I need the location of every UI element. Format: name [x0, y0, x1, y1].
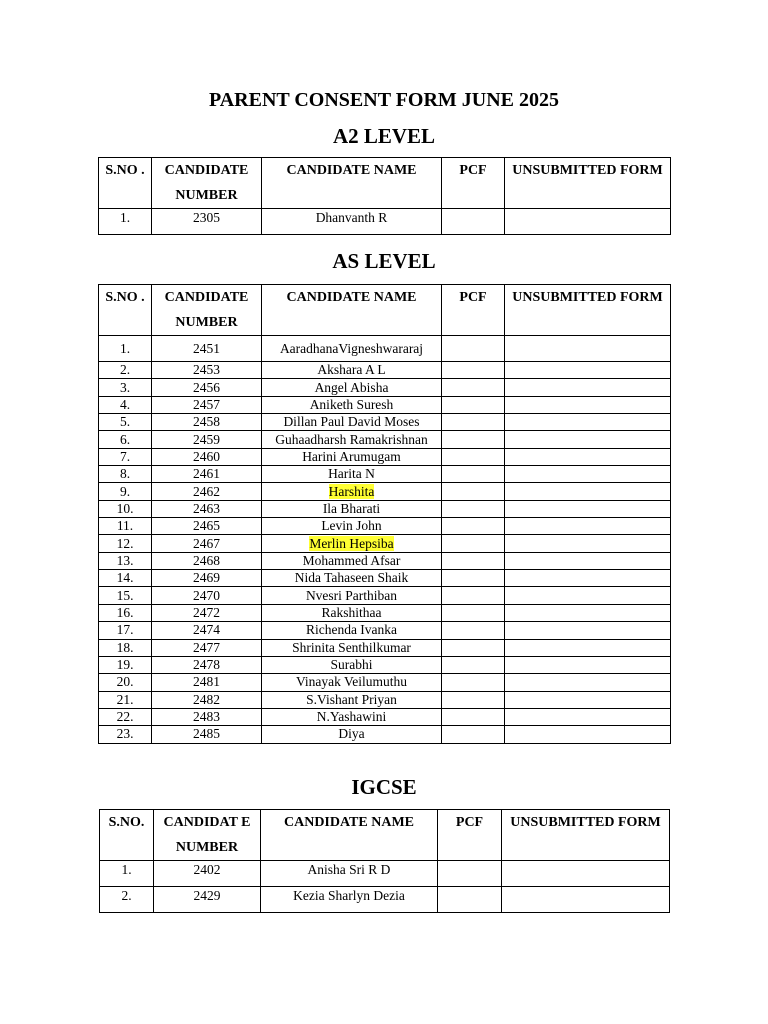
- cell-pcf: [442, 500, 505, 517]
- cell-candidate-number: 2482: [152, 691, 262, 708]
- cell-unsubmitted: [505, 587, 671, 604]
- cell-pcf: [442, 639, 505, 656]
- cell-pcf: [442, 466, 505, 483]
- cell-unsubmitted: [502, 887, 670, 913]
- candidate-name-text: Diya: [338, 726, 365, 742]
- cell-pcf: [442, 674, 505, 691]
- cell-candidate-name: [262, 587, 442, 604]
- candidate-name-text: Richenda Ivanka: [305, 622, 398, 638]
- cell-candidate-number: 2483: [152, 708, 262, 725]
- table-row: [99, 396, 671, 413]
- cell-candidate-name: [262, 379, 442, 396]
- table-row: [99, 500, 671, 517]
- cell-pcf: [442, 396, 505, 413]
- cell-unsubmitted: [505, 483, 671, 500]
- cell-pcf: [442, 518, 505, 535]
- cell-candidate-name: [262, 674, 442, 691]
- cell-sno: 13.: [99, 552, 152, 569]
- table-header-row: [99, 158, 671, 209]
- cell-pcf: [442, 414, 505, 431]
- cell-pcf: [442, 431, 505, 448]
- cell-unsubmitted: [505, 708, 671, 725]
- cell-unsubmitted: [505, 604, 671, 621]
- table-row: [99, 587, 671, 604]
- cell-candidate-name: [262, 396, 442, 413]
- table-row: [99, 414, 671, 431]
- table-row: [99, 518, 671, 535]
- candidate-name-text: Mohammed Afsar: [302, 552, 401, 568]
- candidate-name-text: Levin John: [321, 518, 382, 534]
- cell-candidate-number: 2458: [152, 414, 262, 431]
- candidate-name-text: Vinayak Veilumuthu: [295, 674, 408, 690]
- table-row: [99, 209, 671, 235]
- cell-sno: 9.: [99, 483, 152, 500]
- table-row: [99, 691, 671, 708]
- cell-candidate-number: 2465: [152, 518, 262, 535]
- candidate-name-text: N.Yashawini: [316, 709, 387, 725]
- header-sno: S.NO .: [99, 158, 152, 209]
- cell-candidate-name: [262, 500, 442, 517]
- cell-unsubmitted: [505, 518, 671, 535]
- cell-unsubmitted: [505, 500, 671, 517]
- cell-candidate-number: 2470: [152, 587, 262, 604]
- table-row: [99, 708, 671, 725]
- cell-candidate-name: [262, 656, 442, 673]
- cell-pcf: [442, 656, 505, 673]
- cell-candidate-name: [262, 622, 442, 639]
- cell-unsubmitted: [505, 336, 671, 362]
- cell-unsubmitted: [505, 570, 671, 587]
- cell-sno: 2.: [100, 887, 154, 913]
- candidate-name-text: Nvesri Parthiban: [305, 587, 398, 603]
- candidate-name-text: Rakshithaa: [321, 604, 382, 620]
- header-unsubmitted-form: UNSUBMITTED FORM: [502, 810, 670, 861]
- cell-candidate-name: [262, 552, 442, 569]
- cell-candidate-name: [262, 570, 442, 587]
- cell-unsubmitted: [505, 639, 671, 656]
- cell-pcf: [438, 861, 502, 887]
- cell-sno: 10.: [99, 500, 152, 517]
- cell-candidate-number: 2402: [154, 861, 261, 887]
- header-pcf: PCF: [442, 158, 505, 209]
- cell-unsubmitted: [505, 466, 671, 483]
- cell-sno: 20.: [99, 674, 152, 691]
- cell-sno: 23.: [99, 726, 152, 743]
- header-candidate-number: CANDIDAT E NUMBER: [154, 810, 261, 861]
- cell-candidate-number: 2459: [152, 431, 262, 448]
- cell-sno: 18.: [99, 639, 152, 656]
- cell-candidate-number: 2429: [154, 887, 261, 913]
- cell-candidate-name: Kezia Sharlyn Dezia: [261, 887, 438, 913]
- cell-unsubmitted: [505, 622, 671, 639]
- table-row: [99, 726, 671, 743]
- cell-pcf: [442, 726, 505, 743]
- cell-sno: 22.: [99, 708, 152, 725]
- cell-sno: 14.: [99, 570, 152, 587]
- table-row: [99, 466, 671, 483]
- table-row: [99, 570, 671, 587]
- cell-sno: 7.: [99, 448, 152, 465]
- cell-candidate-number: 2463: [152, 500, 262, 517]
- candidate-name-text: Ila Bharati: [322, 500, 381, 516]
- cell-sno: 21.: [99, 691, 152, 708]
- cell-pcf: [442, 570, 505, 587]
- cell-pcf: [442, 362, 505, 379]
- cell-sno: 5.: [99, 414, 152, 431]
- candidate-name-text: S.Vishant Priyan: [306, 691, 397, 707]
- cell-pcf: [442, 379, 505, 396]
- header-unsubmitted-form: UNSUBMITTED FORM: [505, 158, 671, 209]
- candidate-name-text: Guhaadharsh Ramakrishnan: [275, 431, 428, 447]
- cell-pcf: [438, 887, 502, 913]
- section-heading-igcse: IGCSE: [351, 775, 417, 799]
- cell-candidate-name: [262, 414, 442, 431]
- cell-unsubmitted: [505, 691, 671, 708]
- header-pcf: PCF: [438, 810, 502, 861]
- cell-candidate-number: 2467: [152, 535, 262, 552]
- candidate-name-text: Shrinita Senthilkumar: [292, 639, 411, 655]
- candidate-name-text: Akshara A L: [317, 362, 386, 378]
- a2-level-table: [98, 157, 671, 235]
- cell-sno: 1.: [100, 861, 154, 887]
- header-candidate-number: CANDIDATE NUMBER: [152, 158, 262, 209]
- cell-pcf: [442, 336, 505, 362]
- cell-sno: 19.: [99, 656, 152, 673]
- cell-unsubmitted: [505, 535, 671, 552]
- cell-candidate-name: Dhanvanth R: [262, 209, 442, 235]
- cell-sno: 3.: [99, 379, 152, 396]
- cell-pcf: [442, 209, 505, 235]
- table-row: [99, 483, 671, 500]
- section-heading-a2: A2 LEVEL: [332, 124, 436, 148]
- cell-pcf: [442, 483, 505, 500]
- cell-candidate-name: [262, 483, 442, 500]
- table-row: [99, 448, 671, 465]
- cell-pcf: [442, 552, 505, 569]
- cell-unsubmitted: [505, 362, 671, 379]
- table-row: [99, 604, 671, 621]
- cell-pcf: [442, 622, 505, 639]
- cell-candidate-number: 2305: [152, 209, 262, 235]
- cell-candidate-name: [262, 708, 442, 725]
- table-row: [99, 362, 671, 379]
- cell-pcf: [442, 448, 505, 465]
- cell-candidate-number: 2468: [152, 552, 262, 569]
- table-row: [99, 336, 671, 362]
- cell-candidate-number: 2474: [152, 622, 262, 639]
- table-row: [99, 639, 671, 656]
- section-heading-as: AS LEVEL: [332, 249, 436, 273]
- cell-candidate-name: [262, 639, 442, 656]
- cell-candidate-name: [262, 691, 442, 708]
- as-level-table: [98, 284, 671, 744]
- cell-unsubmitted: [505, 414, 671, 431]
- table-header-row: [99, 285, 671, 336]
- cell-candidate-number: 2477: [152, 639, 262, 656]
- cell-unsubmitted: [505, 656, 671, 673]
- table-row: [99, 431, 671, 448]
- cell-sno: 1.: [99, 209, 152, 235]
- cell-unsubmitted: [505, 431, 671, 448]
- cell-candidate-number: 2485: [152, 726, 262, 743]
- cell-candidate-number: 2478: [152, 656, 262, 673]
- table-row: [100, 887, 670, 913]
- cell-sno: 4.: [99, 396, 152, 413]
- cell-candidate-number: 2469: [152, 570, 262, 587]
- table-header-row: [100, 810, 670, 861]
- cell-pcf: [442, 691, 505, 708]
- candidate-name-text: Nida Tahaseen Shaik: [294, 570, 409, 586]
- cell-sno: 16.: [99, 604, 152, 621]
- header-sno: S.NO.: [100, 810, 154, 861]
- candidate-name-text: Merlin Hepsiba: [309, 535, 394, 551]
- header-candidate-name: CANDIDATE NAME: [262, 285, 442, 336]
- cell-candidate-number: 2462: [152, 483, 262, 500]
- cell-sno: 6.: [99, 431, 152, 448]
- cell-unsubmitted: [505, 209, 671, 235]
- cell-candidate-name: [262, 431, 442, 448]
- cell-unsubmitted: [505, 552, 671, 569]
- table-row: [100, 861, 670, 887]
- candidate-name-text: Dillan Paul David Moses: [283, 414, 420, 430]
- cell-sno: 11.: [99, 518, 152, 535]
- cell-candidate-number: 2453: [152, 362, 262, 379]
- header-candidate-name: CANDIDATE NAME: [262, 158, 442, 209]
- candidate-name-text: Harshita: [328, 483, 375, 499]
- cell-candidate-name: Anisha Sri R D: [261, 861, 438, 887]
- cell-candidate-number: 2472: [152, 604, 262, 621]
- cell-unsubmitted: [505, 674, 671, 691]
- cell-candidate-number: 2461: [152, 466, 262, 483]
- cell-candidate-number: 2481: [152, 674, 262, 691]
- header-unsubmitted-form: UNSUBMITTED FORM: [505, 285, 671, 336]
- table-row: [99, 535, 671, 552]
- as-level-body: [99, 336, 671, 744]
- igcse-table: [99, 809, 670, 913]
- cell-pcf: [442, 708, 505, 725]
- table-row: [99, 552, 671, 569]
- cell-unsubmitted: [505, 448, 671, 465]
- cell-candidate-name: [262, 466, 442, 483]
- page-title: PARENT CONSENT FORM JUNE 2025: [208, 89, 560, 111]
- candidate-name-text: Aniketh Suresh: [309, 396, 394, 412]
- candidate-name-text: Angel Abisha: [314, 379, 389, 395]
- table-row: [99, 674, 671, 691]
- candidate-name-text: Harita N: [328, 466, 375, 482]
- cell-unsubmitted: [505, 379, 671, 396]
- header-candidate-name: CANDIDATE NAME: [261, 810, 438, 861]
- cell-pcf: [442, 587, 505, 604]
- cell-candidate-number: 2460: [152, 448, 262, 465]
- cell-sno: 1.: [99, 336, 152, 362]
- cell-candidate-name: [262, 518, 442, 535]
- cell-candidate-number: 2451: [152, 336, 262, 362]
- table-row: [99, 379, 671, 396]
- cell-candidate-name: [262, 448, 442, 465]
- cell-candidate-number: 2456: [152, 379, 262, 396]
- candidate-name-text: Harini Arumugam: [302, 448, 401, 464]
- cell-unsubmitted: [505, 396, 671, 413]
- cell-sno: 2.: [99, 362, 152, 379]
- cell-candidate-name: [262, 726, 442, 743]
- header-candidate-number: CANDIDATE NUMBER: [152, 285, 262, 336]
- cell-candidate-name: [262, 336, 442, 362]
- cell-candidate-number: 2457: [152, 396, 262, 413]
- cell-pcf: [442, 604, 505, 621]
- candidate-name-text: Surabhi: [330, 657, 373, 673]
- cell-candidate-name: [262, 535, 442, 552]
- cell-candidate-name: [262, 604, 442, 621]
- cell-unsubmitted: [502, 861, 670, 887]
- table-row: [99, 656, 671, 673]
- cell-sno: 12.: [99, 535, 152, 552]
- cell-sno: 17.: [99, 622, 152, 639]
- header-pcf: PCF: [442, 285, 505, 336]
- cell-candidate-name: [262, 362, 442, 379]
- header-sno: S.NO .: [99, 285, 152, 336]
- candidate-name-text: AaradhanaVigneshwararaj: [279, 340, 424, 356]
- cell-sno: 15.: [99, 587, 152, 604]
- cell-sno: 8.: [99, 466, 152, 483]
- table-row: [99, 622, 671, 639]
- cell-pcf: [442, 535, 505, 552]
- cell-unsubmitted: [505, 726, 671, 743]
